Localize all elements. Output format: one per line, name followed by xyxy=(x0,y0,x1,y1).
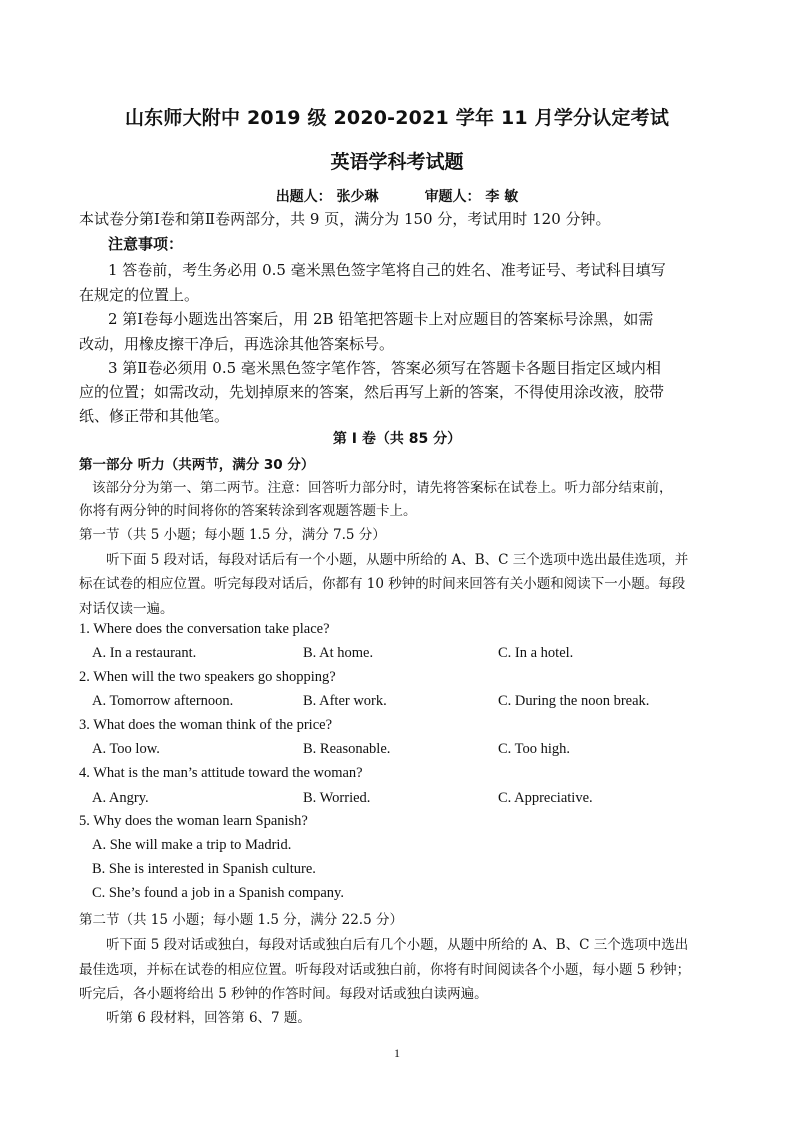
part-1-heading: 第一部分 听力（共两节，满分 30 分） xyxy=(79,457,315,473)
authors-line xyxy=(0,186,794,206)
exam-title: 山东师大附中 2019 级 2020-2021 学年 11 月学分认定考试 xyxy=(124,107,670,129)
part-1-desc-a: 该部分分为第一、第二两节。注意：回答听力部分时，请先将答案标在试卷上。听力部分结束前， xyxy=(92,480,673,496)
intro-summary: 本试卷分第Ⅰ卷和第Ⅱ卷两部分，共 9 页，满分为 150 分，考试用时 120 分钟。 xyxy=(79,210,611,228)
section-1-desc-b: 标在试卷的相应位置。听完每段对话后，你都有 10 秒钟的时间来回答有关小题和阅读下一小题。每段 xyxy=(79,576,686,592)
reviewer-label: 审题人： 李 敏 xyxy=(424,189,519,205)
section-1-heading: 第一节（共 5 小题；每小题 1.5 分，满分 7.5 分） xyxy=(79,527,386,543)
question-5: 5. Why does the woman learn Spanish? xyxy=(79,813,308,829)
question-4-option-a: A. Angry. xyxy=(92,790,149,806)
note-1-line-a: 1 答卷前，考生务必用 0.5 毫米黑色签字笔将自己的姓名、准考证号、考试科目填写 xyxy=(108,261,666,279)
question-3-option-b: B. Reasonable. xyxy=(303,741,391,757)
section-2-material: 听第 6 段材料，回答第 6、7 题。 xyxy=(106,1010,311,1026)
question-2-option-a: A. Tomorrow afternoon. xyxy=(92,693,234,709)
exam-subtitle: 英语学科考试题 xyxy=(330,151,464,173)
question-2-option-c: C. During the noon break. xyxy=(498,693,650,709)
note-2-line-a: 2 第Ⅰ卷每小题选出答案后，用 2B 铅笔把答题卡上对应题目的答案标号涂黑，如需 xyxy=(108,310,654,328)
question-2: 2. When will the two speakers go shopping? xyxy=(79,669,336,685)
note-3-line-c: 纸、修正带和其他笔。 xyxy=(79,407,230,425)
question-3-option-a: A. Too low. xyxy=(92,741,160,757)
section-2-desc-c: 听完后，各小题将给出 5 秒钟的作答时间。每段对话或独白读两遍。 xyxy=(79,986,488,1002)
question-2-option-b: B. After work. xyxy=(303,693,387,709)
question-4-option-c: C. Appreciative. xyxy=(498,790,593,806)
page-number: 1 xyxy=(394,1046,400,1060)
note-3-line-b: 应的位置；如需改动，先划掉原来的答案，然后再写上新的答案，不得使用涂改液，胶带 xyxy=(79,383,665,401)
question-3: 3. What does the woman think of the price? xyxy=(79,717,333,733)
question-1-option-b: B. At home. xyxy=(303,645,374,661)
question-3-option-c: C. Too high. xyxy=(498,741,571,757)
author-label: 出题人： 张少琳 xyxy=(275,189,379,205)
note-2-line-b: 改动，用橡皮擦干净后，再选涂其他答案标号。 xyxy=(79,335,395,353)
section-1-desc-a: 听下面 5 段对话，每段对话后有一个小题，从题中所给的 A、B、C 三个选项中选出最佳选项，并 xyxy=(106,552,689,568)
section-2-desc-b: 最佳选项，并标在试卷的相应位置。听每段对话或独白前，你将有时间阅读各个小题，每小题 5 秒钟； xyxy=(79,962,691,978)
question-4-option-b: B. Worried. xyxy=(303,790,371,806)
volume-1-heading: 第 I 卷（共 85 分） xyxy=(332,431,462,447)
note-1-line-b: 在规定的位置上。 xyxy=(79,286,200,304)
part-1-desc-b: 你将有两分钟的时间将你的答案转涂到客观题答题卡上。 xyxy=(79,503,417,519)
section-2-heading: 第二节（共 15 小题；每小题 1.5 分，满分 22.5 分） xyxy=(79,912,403,928)
section-1-desc-c: 对话仅读一遍。 xyxy=(79,601,174,617)
question-4: 4. What is the man’s attitude toward the woman? xyxy=(79,765,363,781)
notes-heading: 注意事项： xyxy=(108,235,184,253)
note-3-line-a: 3 第Ⅱ卷必须用 0.5 毫米黑色签字笔作答，答案必须写在答题卡各题目指定区域内相 xyxy=(108,359,661,377)
question-5-option-a: A. She will make a trip to Madrid. xyxy=(92,837,292,853)
question-5-option-c: C. She’s found a job in a Spanish company. xyxy=(92,885,344,901)
question-5-option-b: B. She is interested in Spanish culture. xyxy=(92,861,316,877)
question-1: 1. Where does the conversation take place? xyxy=(79,621,330,637)
question-1-option-c: C. In a hotel. xyxy=(498,645,574,661)
section-2-desc-a: 听下面 5 段对话或独白，每段对话或独白后有几个小题，从题中所给的 A、B、C 三个选项中选出 xyxy=(106,937,689,953)
question-1-option-a: A. In a restaurant. xyxy=(92,645,197,661)
